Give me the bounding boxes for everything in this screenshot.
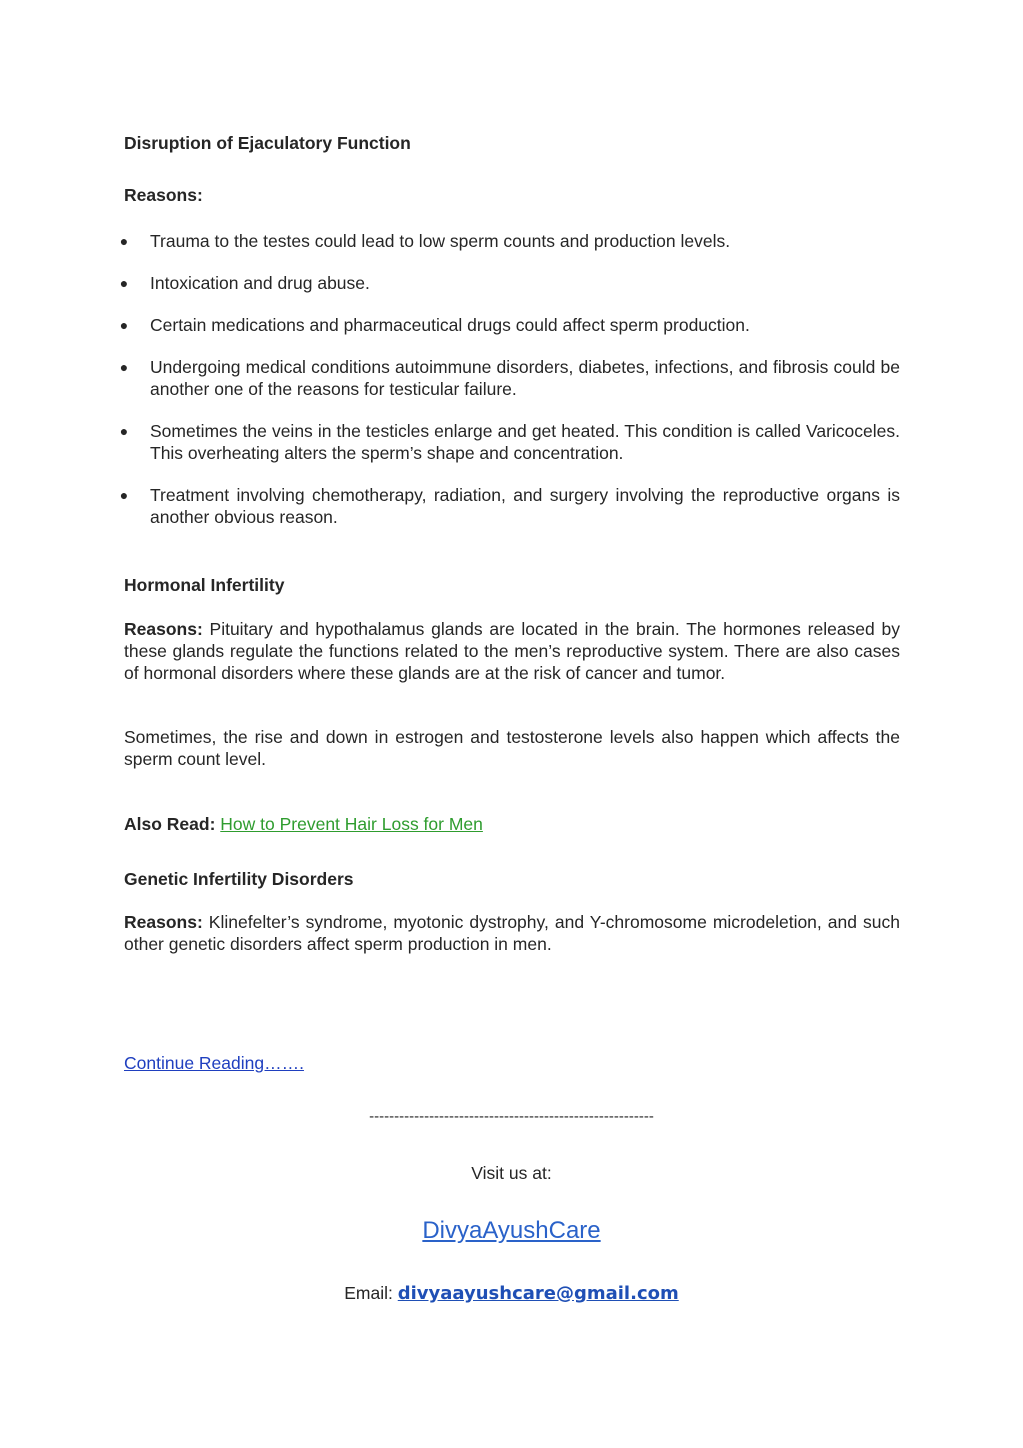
visit-us-label: Visit us at: (471, 1163, 552, 1183)
list-item: ● Sometimes the veins in the testicles enlarge and get heated. This condition is called Varicoceles. This overheating alters the sperm’s shape and concentration. (119, 421, 900, 463)
continue-reading-link[interactable]: Continue Reading……. (124, 1053, 304, 1073)
list-item: ● Certain medications and pharmaceutical drugs could affect sperm production. (119, 315, 750, 335)
hormonal-paragraph-2: Sometimes, the rise and down in estrogen and testosterone levels also happen which affects the sperm count level. (124, 727, 900, 769)
bullet-icon: ● (119, 487, 129, 503)
reasons-label: Reasons: (124, 912, 203, 932)
also-read-line (124, 813, 900, 835)
divider: --------------------------------------------------------- (369, 1108, 654, 1125)
reasons-label: Reasons: (124, 619, 203, 639)
email-line (0, 1281, 1023, 1306)
bullet-icon: ● (119, 423, 129, 439)
email-link[interactable]: divyaayushcare@gmail.com (397, 1283, 679, 1304)
brand-line (0, 1216, 1023, 1247)
hormonal-reasons-paragraph: Reasons: Pituitary and hypothalamus glands are located in the brain. The hormones released by these glands regulate the functions related to the men’s reproductive system. There are also cases of hormonal disorders where these glands are at the risk of cancer and tumor. (124, 619, 900, 683)
list-item: ● Treatment involving chemotherapy, radiation, and surgery involving the reproductive organs is another obvious reason. (119, 485, 900, 527)
reasons-list (119, 230, 900, 548)
bullet-icon: ● (119, 275, 129, 291)
email-label: Email: (344, 1283, 398, 1303)
list-item: ● Intoxication and drug abuse. (119, 273, 370, 293)
reasons-label: Reasons: (124, 185, 203, 205)
section-title-ejaculatory: Disruption of Ejaculatory Function (124, 133, 411, 153)
brand-link[interactable]: DivyaAyushCare (422, 1217, 601, 1244)
genetic-reasons-paragraph: Reasons: Klinefelter’s syndrome, myotonic dystrophy, and Y-chromosome microdeletion, and such other genetic disorders affect sperm production in men. (124, 912, 900, 954)
list-item: ● Undergoing medical conditions autoimmune disorders, diabetes, infections, and fibrosis could be another one of the reasons for testicular failure. (119, 357, 900, 399)
bullet-icon: ● (119, 233, 129, 249)
hair-loss-link[interactable]: How to Prevent Hair Loss for Men (220, 814, 483, 834)
bullet-icon: ● (119, 317, 129, 333)
list-item: ● Trauma to the testes could lead to low sperm counts and production levels. (119, 231, 731, 251)
also-read-label: Also Read: (124, 814, 216, 834)
continue-reading-line (124, 1052, 900, 1074)
section-title-genetic: Genetic Infertility Disorders (124, 869, 354, 889)
section-title-hormonal: Hormonal Infertility (124, 575, 285, 595)
bullet-icon: ● (119, 359, 129, 375)
